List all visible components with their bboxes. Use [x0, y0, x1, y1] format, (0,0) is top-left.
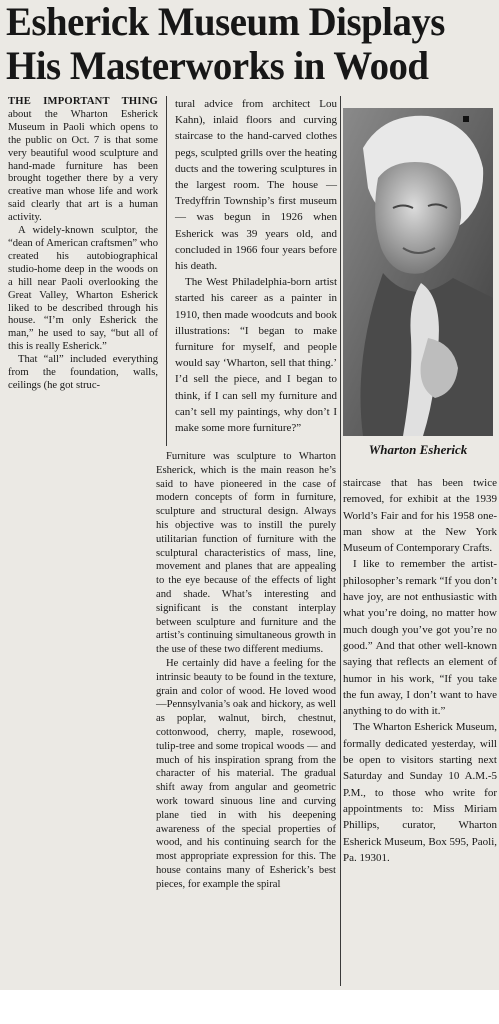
paragraph: tural advice from architect Lou Kahn), inlaid floors and curving staircase to the hand-carved clothes pegs, sculpted grills over the heating ducts and the towering sculptures in the largest room. The house — Tredyffrin Township’s first museum — was begun in 1926 when Esherick was 39 years old, and concluded in 1966 four years before his death. [175, 98, 337, 273]
portrait-image [343, 108, 493, 436]
paragraph: I like to remember the artist-philosopher’s remark “If you don’t have joy, are not enthusiastic with what you’re doing, no matter how much dough you’ve got you’re no good.” And that other well-known saying that reflects an element of humor in his work, “If you take the fun away, I don’t want to have anything to do with it.” [343, 558, 497, 718]
headline-line-2: His Masterworks in Wood [6, 43, 429, 88]
article-column-2-top [175, 96, 337, 436]
photo-caption: Wharton Esherick [368, 442, 468, 457]
paragraph: A widely-known sculptor, the “dean of American craftsmen” who created his autobiographical studio-home deep in the woods on a hill near Paoli overlooking the Great Valley, Wharton Esherick liked to be described through his house. “I’m only Esherick the man,” he used to say, “but all of this is really Esherick.” [8, 225, 159, 353]
headline-line-1: Esherick Museum Displays [6, 0, 445, 44]
paragraph: That “all” included everything from the foundation, walls, ceilings (he got struc- [8, 354, 158, 391]
article-column-3 [343, 475, 497, 866]
article-column-2-bottom [156, 450, 336, 892]
paragraph: He certainly did have a feeling for the intrinsic beauty to be found in the texture, grain and color of wood. He loved wood—Pennsylvania’s oak and hickory, as well as poplar, walnut, birch, chestnut, cottonwood, cherry, maple, rosewood, tulip-tree and some tropical woods — and much of his inspiration sprang from the character of his material. The gradual shift away from angular and geometric work toward sinuous line and curving plane tied in with his deepening awareness of the special properties of wood, and his continuing search for the most appropriate expression for this. The house contains many of Esherick’s best pieces, for example the spiral [156, 657, 336, 890]
paragraph: The Wharton Esherick Museum, formally dedicated yesterday, will be open to visitors starting next Saturday and Sunday 10 A.M.-5 P.M., to those who write for appointments to: Miss Miriam Phillips, curator, Wharton Esherick Museum, Box 595, Paoli, Pa. 19301. [343, 721, 497, 864]
headline [6, 0, 481, 88]
article-column-1 [8, 96, 158, 393]
paragraph: The West Philadelphia-born artist started his career as a painter in 1910, then made woodcuts and book illustrations: “I began to make furniture for myself, and people would say ‘Wharton, sell that thing.’ I’d sell the piece, and I began to think, if I can sell my furniture and can’t sell my paintings, why don’t I make some more furniture?” [175, 276, 337, 435]
paragraph: staircase that has been twice removed, for exhibit at the 1939 World’s Fair and for his 1958 one-man show at the New York Museum of Contemporary Crafts. [343, 477, 497, 555]
column-rule-right [340, 96, 341, 986]
opening-paragraph-text: about the Wharton Esherick Museum in Paoli which opens to the public on Oct. 7 is that some very beautiful wood sculpture and hand-made furniture has been brought together there by a very creative man whose life and work said clearly that art is a human activity. [8, 108, 158, 224]
lead-in: THE IMPORTANT THING [8, 96, 158, 107]
column-rule-left [166, 96, 167, 446]
portrait-photo [343, 108, 493, 436]
paragraph: Furniture was sculpture to Wharton Esherick, which is the main reason he’s said to have pioneered in the case of modern concepts of form in furniture, sculpture and structural design. Always his objective was to instill the purely utilitarian function of furniture with the sculptural characteristics of mass, line, movement and planes that are appealing to the eye because of the effects of light and shade. What’s interesting and significant is the constant interplay between sculpture and furniture and the artist’s continuing simultaneous growth in the use of these two different mediums. [156, 451, 336, 656]
opening-paragraph [8, 96, 158, 225]
